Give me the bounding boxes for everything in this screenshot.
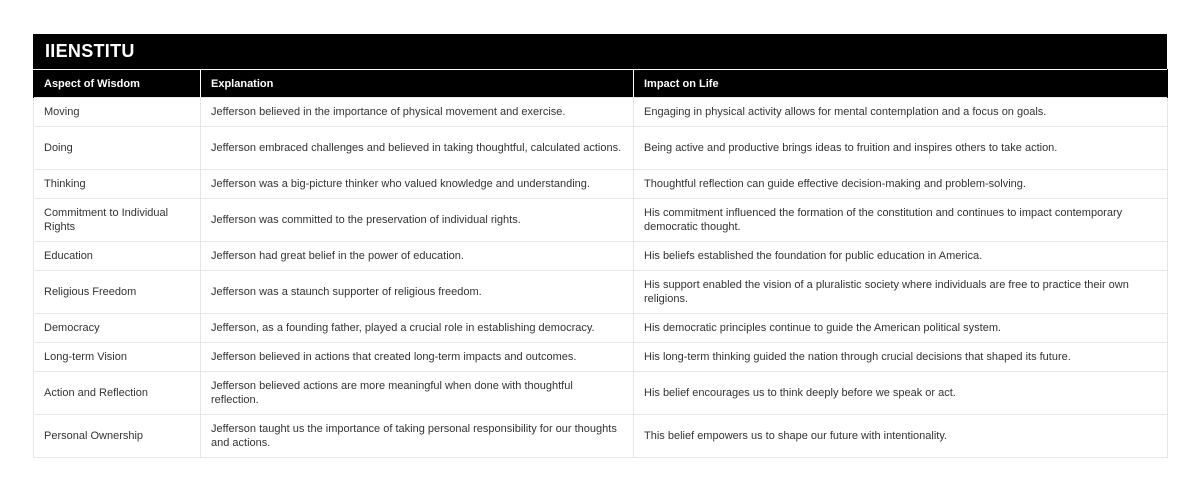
- table-row: [34, 271, 1168, 314]
- impact-cell: His belief encourages us to think deeply before we speak or act.: [634, 372, 1168, 415]
- column-header-aspect: Aspect of Wisdom: [34, 70, 201, 98]
- aspect-cell: Action and Reflection: [34, 372, 201, 415]
- explanation-cell: Jefferson was a staunch supporter of religious freedom.: [201, 271, 634, 314]
- table-row: [34, 372, 1168, 415]
- explanation-cell: Jefferson believed in actions that created long-term impacts and outcomes.: [201, 343, 634, 372]
- table-container: [33, 34, 1167, 458]
- explanation-cell: Jefferson was a big-picture thinker who valued knowledge and understanding.: [201, 170, 634, 199]
- explanation-cell: Jefferson had great belief in the power of education.: [201, 242, 634, 271]
- table-row: [34, 242, 1168, 271]
- table-row: [34, 314, 1168, 343]
- aspect-cell: Long-term Vision: [34, 343, 201, 372]
- explanation-cell: Jefferson was committed to the preservation of individual rights.: [201, 199, 634, 242]
- impact-cell: His long-term thinking guided the nation through crucial decisions that shaped its future.: [634, 343, 1168, 372]
- aspect-cell: Democracy: [34, 314, 201, 343]
- table-row: [34, 415, 1168, 458]
- impact-cell: Thoughtful reflection can guide effective decision-making and problem-solving.: [634, 170, 1168, 199]
- explanation-cell: Jefferson believed actions are more meaningful when done with thoughtful reflection.: [201, 372, 634, 415]
- explanation-cell: Jefferson, as a founding father, played a crucial role in establishing democracy.: [201, 314, 634, 343]
- table-row: [34, 127, 1168, 170]
- table-header-row: [34, 70, 1168, 98]
- brand-header: IIENSTITU: [33, 34, 1167, 69]
- aspect-cell: Thinking: [34, 170, 201, 199]
- impact-cell: His beliefs established the foundation for public education in America.: [634, 242, 1168, 271]
- explanation-cell: Jefferson believed in the importance of physical movement and exercise.: [201, 98, 634, 127]
- aspect-cell: Religious Freedom: [34, 271, 201, 314]
- table-row: [34, 170, 1168, 199]
- wisdom-table: [33, 69, 1168, 458]
- table-row: [34, 98, 1168, 127]
- column-header-impact: Impact on Life: [634, 70, 1168, 98]
- aspect-cell: Personal Ownership: [34, 415, 201, 458]
- table-row: [34, 199, 1168, 242]
- explanation-cell: Jefferson embraced challenges and believed in taking thoughtful, calculated actions.: [201, 127, 634, 170]
- aspect-cell: Education: [34, 242, 201, 271]
- explanation-cell: Jefferson taught us the importance of taking personal responsibility for our thoughts and actions.: [201, 415, 634, 458]
- table-row: [34, 343, 1168, 372]
- aspect-cell: Commitment to Individual Rights: [34, 199, 201, 242]
- impact-cell: His commitment influenced the formation of the constitution and continues to impact contemporary democratic thought.: [634, 199, 1168, 242]
- impact-cell: His support enabled the vision of a pluralistic society where individuals are free to practice their own religions.: [634, 271, 1168, 314]
- impact-cell: This belief empowers us to shape our future with intentionality.: [634, 415, 1168, 458]
- impact-cell: Engaging in physical activity allows for mental contemplation and a focus on goals.: [634, 98, 1168, 127]
- aspect-cell: Doing: [34, 127, 201, 170]
- impact-cell: His democratic principles continue to guide the American political system.: [634, 314, 1168, 343]
- column-header-explanation: Explanation: [201, 70, 634, 98]
- impact-cell: Being active and productive brings ideas to fruition and inspires others to take action.: [634, 127, 1168, 170]
- aspect-cell: Moving: [34, 98, 201, 127]
